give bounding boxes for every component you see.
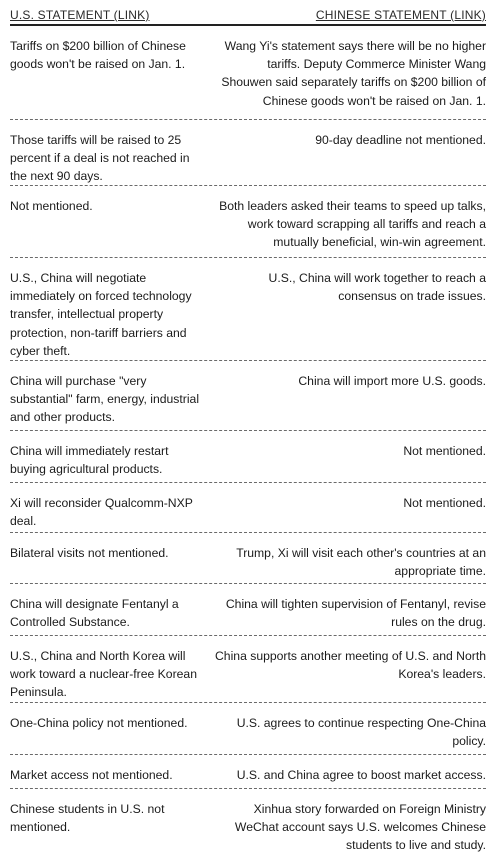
chinese-statement-cell: Not mentioned. <box>403 496 486 510</box>
table-row <box>10 483 486 533</box>
table-row <box>10 703 486 755</box>
table-row <box>10 258 486 361</box>
table-row <box>10 533 486 584</box>
chinese-statement-cell: Wang Yi's statement says there will be no higher tariffs. Deputy Commerce Minister Wang Shouwen said separately tariffs on $200 billion of Chinese goods won't be raised on Jan. 1. <box>221 39 486 108</box>
us-statement-cell: Bilateral visits not mentioned. <box>10 546 169 560</box>
us-statement-cell: Chinese students in U.S. not mentioned. <box>10 802 165 835</box>
table-row <box>10 26 486 120</box>
us-statement-cell: One-China policy not mentioned. <box>10 716 188 730</box>
chinese-statement-cell: Not mentioned. <box>403 444 486 458</box>
chinese-statement-cell: U.S. agrees to continue respecting One-China policy. <box>236 716 486 749</box>
us-statement-cell: China will immediately restart buying agricultural products. <box>10 444 169 477</box>
us-statement-cell: Those tariffs will be raised to 25 percent if a deal is not reached in the next 90 days. <box>10 133 190 184</box>
us-statement-cell: U.S., China will negotiate immediately on forced technology transfer, intellectual property protection, non-tariff barriers and cyber theft. <box>10 271 192 358</box>
table-row <box>10 584 486 636</box>
chinese-statement-link[interactable]: CHINESE STATEMENT (LINK) <box>315 8 486 22</box>
us-statement-link[interactable]: U.S. STATEMENT (LINK) <box>10 8 150 22</box>
table-row <box>10 755 486 789</box>
chinese-statement-cell: U.S. and China agree to boost market access. <box>236 768 486 782</box>
us-statement-cell: Tariffs on $200 billion of Chinese goods won't be raised on Jan. 1. <box>10 39 186 72</box>
us-statement-cell: Xi will reconsider Qualcomm-NXP deal. <box>10 496 193 529</box>
table-header <box>10 0 486 26</box>
chinese-statement-cell: China will import more U.S. goods. <box>298 374 486 388</box>
table-row <box>10 120 486 186</box>
table-row <box>10 431 486 483</box>
table-row <box>10 361 486 431</box>
chinese-statement-cell: Xinhua story forwarded on Foreign Ministry WeChat account says U.S. welcomes Chinese students to live and study. <box>234 802 486 853</box>
table-row <box>10 636 486 703</box>
chinese-statement-cell: China will tighten supervision of Fentanyl, revise rules on the drug. <box>225 597 486 630</box>
chinese-statement-cell: U.S., China will work together to reach a consensus on trade issues. <box>268 271 486 304</box>
chinese-statement-cell: Both leaders asked their teams to speed up talks, work toward scrapping all tariffs and reach a mutually beneficial, win-win agreement. <box>219 199 486 250</box>
us-statement-cell: China will designate Fentanyl a Controlled Substance. <box>10 597 179 630</box>
us-statement-cell: China will purchase "very substantial" farm, energy, industrial and other products. <box>10 374 200 425</box>
chinese-statement-cell: 90-day deadline not mentioned. <box>315 133 486 147</box>
us-statement-cell: U.S., China and North Korea will work toward a nuclear-free Korean Peninsula. <box>10 649 197 700</box>
us-statement-cell: Market access not mentioned. <box>10 768 173 782</box>
chinese-statement-cell: China supports another meeting of U.S. and North Korea's leaders. <box>215 649 486 682</box>
us-statement-cell: Not mentioned. <box>10 199 93 213</box>
table-row <box>10 789 486 859</box>
table-row <box>10 186 486 258</box>
chinese-statement-cell: Trump, Xi will visit each other's countries at an appropriate time. <box>236 546 486 579</box>
